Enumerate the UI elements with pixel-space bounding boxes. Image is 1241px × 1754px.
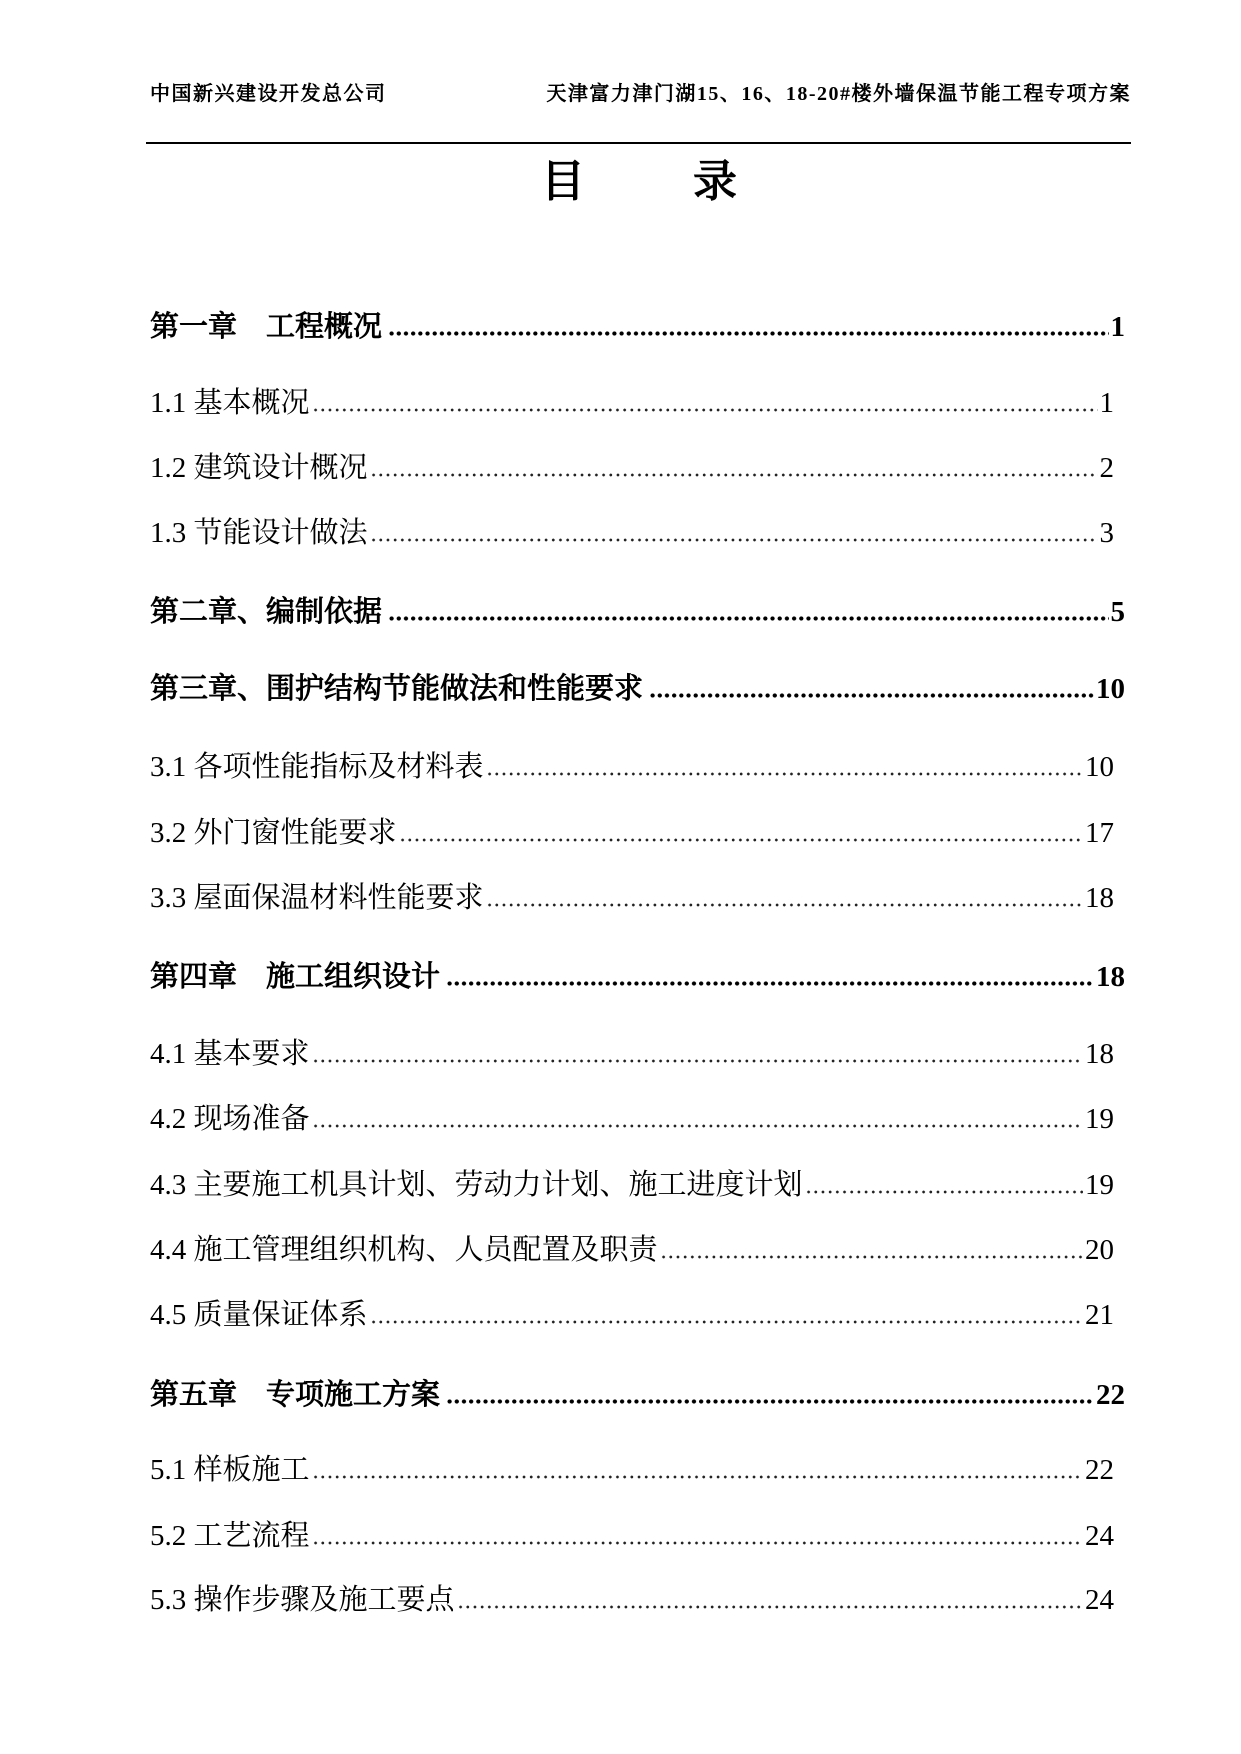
toc-page-number: 20 xyxy=(1085,1234,1114,1266)
dot-leader xyxy=(446,1399,1094,1404)
toc-entry-title: 4.4 施工管理组织机构、人员配置及职责 xyxy=(150,1234,658,1266)
toc-section-5-1[interactable] xyxy=(150,1450,1114,1490)
toc-chapter-2[interactable] xyxy=(150,592,1125,632)
toc-section-1-1[interactable] xyxy=(150,383,1114,423)
dot-leader xyxy=(805,1190,1083,1194)
toc-page-number: 1 xyxy=(1110,311,1125,343)
toc-entry-title: 4.1 基本要求 xyxy=(150,1038,310,1070)
toc-entry-title: 3.1 各项性能指标及材料表 xyxy=(150,751,484,783)
toc-section-4-3[interactable] xyxy=(150,1165,1114,1205)
toc-section-4-1[interactable] xyxy=(150,1034,1114,1074)
toc-section-3-2[interactable] xyxy=(150,813,1114,853)
toc-page-number: 3 xyxy=(1099,517,1114,549)
toc-section-3-1[interactable] xyxy=(150,747,1114,787)
toc-entry-title: 5.3 操作步骤及施工要点 xyxy=(150,1584,455,1616)
toc-entry-title: 4.3 主要施工机具计划、劳动力计划、施工进度计划 xyxy=(150,1169,803,1201)
toc-entry-title: 4.5 质量保证体系 xyxy=(150,1299,368,1331)
toc-entry-title: 1.1 基本概况 xyxy=(150,387,310,419)
dot-leader xyxy=(660,1255,1083,1259)
toc-page-number: 17 xyxy=(1085,817,1114,849)
toc-entry-title: 第五章 专项施工方案 xyxy=(150,1379,441,1411)
dot-leader xyxy=(486,903,1083,907)
toc-title-char: 目 xyxy=(541,156,585,207)
toc-entry-title: 3.3 屋面保温材料性能要求 xyxy=(150,882,484,914)
toc-chapter-4[interactable] xyxy=(150,957,1125,997)
toc-entry-title: 3.2 外门窗性能要求 xyxy=(150,817,397,849)
header-company-name: 中国新兴建设开发总公司 xyxy=(150,83,387,105)
toc-page-number: 5 xyxy=(1110,596,1125,628)
dot-leader xyxy=(399,838,1083,842)
header-project-title: 天津富力津门湖15、16、18-20#楼外墙保温节能工程专项方案 xyxy=(546,83,1131,105)
dot-leader xyxy=(312,1124,1083,1128)
toc-title xyxy=(541,156,737,208)
toc-entry-title: 4.2 现场准备 xyxy=(150,1103,310,1135)
dot-leader xyxy=(312,1541,1083,1545)
header-rule xyxy=(146,142,1131,144)
toc-section-4-4[interactable] xyxy=(150,1230,1114,1270)
toc-page-number: 10 xyxy=(1096,673,1125,705)
dot-leader xyxy=(370,473,1098,477)
toc-entry-title: 5.1 样板施工 xyxy=(150,1454,310,1486)
dot-leader xyxy=(370,1320,1083,1324)
dot-leader xyxy=(388,616,1108,621)
dot-leader xyxy=(312,1059,1083,1063)
toc-entry-title: 5.2 工艺流程 xyxy=(150,1520,310,1552)
toc-entry-title: 第二章、编制依据 xyxy=(150,596,383,628)
toc-entry-title: 1.3 节能设计做法 xyxy=(150,517,368,549)
dot-leader xyxy=(457,1605,1083,1609)
toc-section-3-3[interactable] xyxy=(150,878,1114,918)
toc-page-number: 18 xyxy=(1085,1038,1114,1070)
toc-section-1-3[interactable] xyxy=(150,513,1114,553)
dot-leader xyxy=(446,981,1094,986)
toc-page-number: 24 xyxy=(1085,1584,1114,1616)
toc-entry-title: 1.2 建筑设计概况 xyxy=(150,452,368,484)
toc-section-4-2[interactable] xyxy=(150,1099,1114,1139)
dot-leader xyxy=(312,1475,1083,1479)
toc-entry-title: 第四章 施工组织设计 xyxy=(150,961,441,993)
toc-page-number: 24 xyxy=(1085,1520,1114,1552)
toc-page-number: 21 xyxy=(1085,1299,1114,1331)
toc-title-char: 录 xyxy=(693,156,737,207)
dot-leader xyxy=(312,408,1098,412)
dot-leader xyxy=(370,538,1098,542)
toc-chapter-3[interactable] xyxy=(150,669,1125,709)
toc-chapter-1[interactable] xyxy=(150,307,1125,347)
toc-page-number: 19 xyxy=(1085,1103,1114,1135)
toc-page-number: 22 xyxy=(1096,1379,1125,1411)
toc-section-4-5[interactable] xyxy=(150,1295,1114,1335)
toc-page-number: 2 xyxy=(1099,452,1114,484)
toc-entry-title: 第一章 工程概况 xyxy=(150,311,383,343)
toc-page-number: 22 xyxy=(1085,1454,1114,1486)
dot-leader xyxy=(388,331,1108,336)
toc-page-number: 18 xyxy=(1096,961,1125,993)
toc-section-1-2[interactable] xyxy=(150,448,1114,488)
toc-section-5-3[interactable] xyxy=(150,1580,1114,1620)
toc-entry-title: 第三章、围护结构节能做法和性能要求 xyxy=(150,673,644,705)
dot-leader xyxy=(649,693,1094,698)
toc-page-number: 19 xyxy=(1085,1169,1114,1201)
toc-page-number: 1 xyxy=(1099,387,1114,419)
toc-page-number: 18 xyxy=(1085,882,1114,914)
toc-page-number: 10 xyxy=(1085,751,1114,783)
dot-leader xyxy=(486,772,1083,776)
toc-chapter-5[interactable] xyxy=(150,1375,1125,1415)
toc-section-5-2[interactable] xyxy=(150,1516,1114,1556)
